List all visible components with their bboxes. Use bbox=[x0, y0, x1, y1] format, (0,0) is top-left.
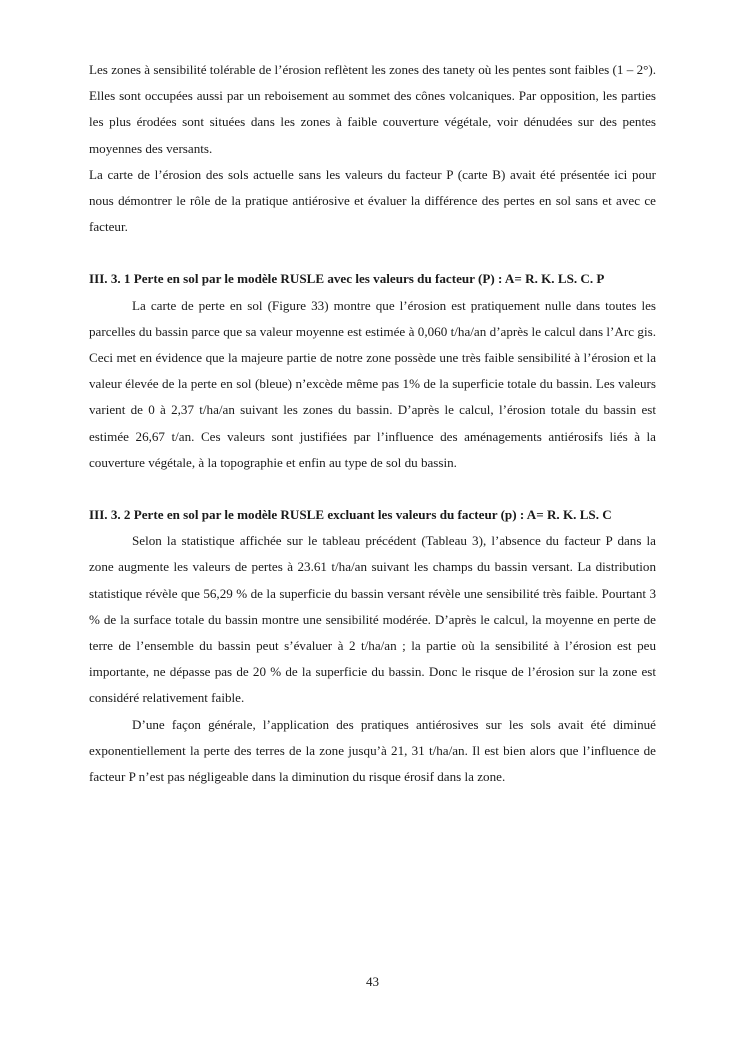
section-heading-3-2: III. 3. 2 Perte en sol par le modèle RUSLE excluant les valeurs du facteur (p) : A= R. K. LS. C bbox=[89, 507, 612, 523]
paragraph-erosion-zones: Les zones à sensibilité tolérable de l’érosion reflètent les zones des tanety où les pentes sont faibles (1 – 2°). Elles sont occupées aussi par un reboisement au sommet des cônes volcaniques. Par opposition, les parties les plus érodées sont situées dans les zones à faible couverture végétale, voir dénudées sur des pentes moyennes des versants. bbox=[89, 62, 656, 156]
spacer bbox=[89, 476, 656, 502]
paragraph-conclusion: D’une façon générale, l’application des pratiques antiérosives sur les sols avait été diminué exponentiellement la perte des terres de la zone jusqu’à 21, 31 t/ha/an. Il est bien alors que l’influence de facteur P n’est pas négligeable dans la diminution du risque érosif dans la zone. bbox=[89, 716, 656, 785]
paragraph-map-b: La carte de l’érosion des sols actuelle sans les valeurs du facteur P (carte B) avait été présentée ici pour nous démontrer le rôle de la pratique antiérosive et évaluer la différence des pertes en sol sans et avec ce facteur. bbox=[89, 166, 656, 235]
page-body bbox=[89, 57, 656, 790]
paragraph-figure-33: La carte de perte en sol (Figure 33) montre que l’érosion est pratiquement nulle dans toutes les parcelles du bassin parce que sa valeur moyenne est estimée à 0,060 t/ha/an d’après le calcul dans l’Arc gis. Ceci met en évidence que la majeure partie de notre zone possède une très faible sensibilité à l’érosion et la valeur élevée de la perte en sol (bleue) n’excède même pas 1% de la superficie totale du bassin. Les valeurs varient de 0 à 2,37 t/ha/an suivant les zones du bassin. D’après le calcul, l’érosion totale du bassin est estimée 26,67 t/an. Ces valeurs sont justifiées par l’influence des aménagements antiérosifs liés à la couverture végétale, à la topographie et enfin au type de sol du bassin. bbox=[89, 297, 656, 470]
page-number: 43 bbox=[365, 974, 380, 989]
spacer bbox=[89, 240, 656, 266]
paragraph-tableau-3: Selon la statistique affichée sur le tableau précédent (Tableau 3), l’absence du facteur P dans la zone augmente les valeurs de pertes à 23.61 t/ha/an suivant les champs du bassin versant. La distribution statistique révèle que 56,29 % de la superficie du bassin versant révèle une sensibilité très faible. Pourtant 3 % de la surface totale du bassin montre une sensibilité modérée. D’après le calcul, la moyenne en perte de terre de l’ensemble du bassin peut s’évaluer à 2 t/ha/an ; la partie où la sensibilité à l’érosion est peu importante, ne dépasse pas de 20 % de la superficie du bassin. Donc le risque de l’érosion sur la zone est considéré relativement faible. bbox=[89, 533, 656, 706]
section-heading-3-1: III. 3. 1 Perte en sol par le modèle RUSLE avec les valeurs du facteur (P) : A= R. K. LS. C. P bbox=[89, 271, 605, 287]
